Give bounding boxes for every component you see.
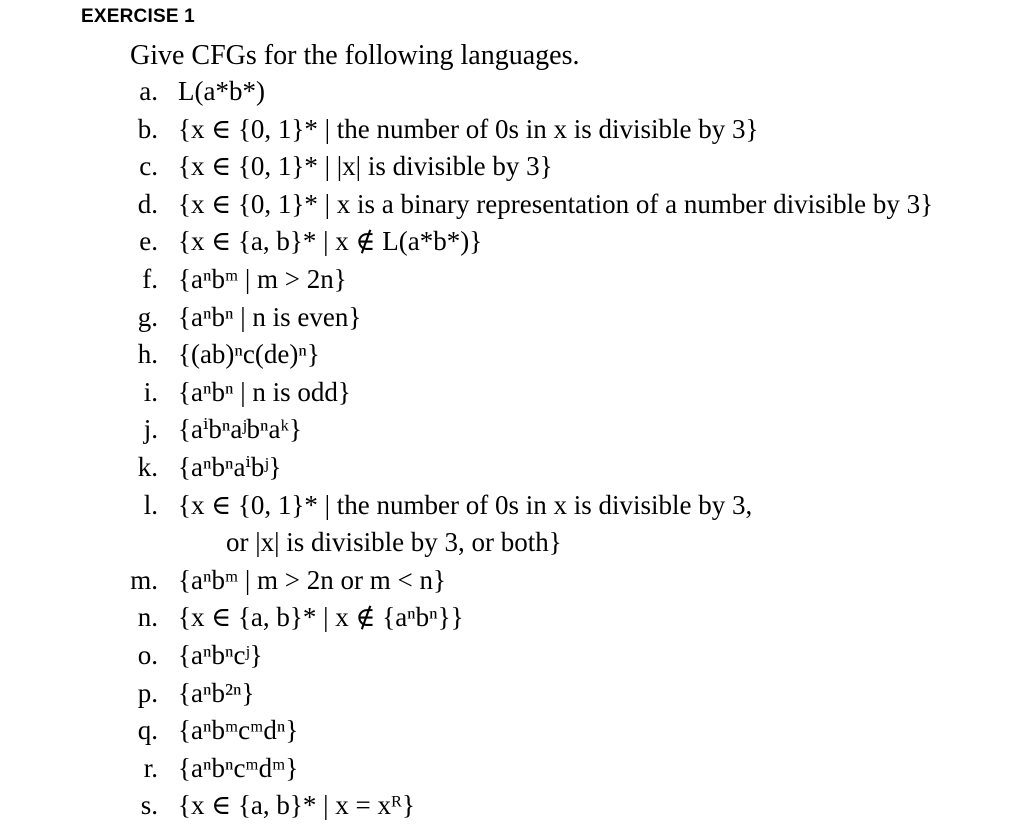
item-continuation-text: or |x| is divisible by 3, or both} [226, 527, 562, 558]
item-label: c. [139, 151, 158, 182]
item-label: g. [137, 301, 158, 332]
item-text: {aⁿbⁿcᵐdᵐ} [178, 752, 299, 783]
item-label: p. [137, 677, 158, 708]
item-text: {aⁿbᵐcᵐdⁿ} [178, 715, 299, 746]
item-label: i. [143, 376, 158, 407]
item-text: {aⁿbⁿ | n is even} [178, 301, 362, 332]
list-item [0, 74, 1024, 112]
list-item [0, 412, 1024, 450]
item-label: a. [139, 76, 158, 106]
list-item [0, 751, 1024, 789]
item-text: {aⁿbᵐ | m > 2n} [178, 263, 347, 294]
item-text: {x ∈ {a, b}* | x ∉ {aⁿbⁿ}} [178, 602, 464, 633]
item-label: d. [137, 188, 158, 219]
item-text: {x ∈ {0, 1}* | x is a binary representation of a number divisible by 3} [178, 188, 934, 219]
item-label: h. [137, 339, 158, 370]
item-text: {x ∈ {0, 1}* | the number of 0s in x is divisible by 3, [178, 489, 753, 520]
item-label: r. [143, 752, 158, 783]
item-text: {aⁿb²ⁿ} [178, 677, 255, 708]
item-text: {aⁿbⁿ | n is odd} [178, 376, 351, 407]
list-item-continuation [0, 525, 1024, 563]
item-text: {x ∈ {a, b}* | x = xᴿ} [178, 790, 416, 821]
list-item [0, 300, 1024, 338]
exercise-list [0, 74, 1024, 826]
item-text: {(ab)ⁿc(de)ⁿ} [178, 339, 320, 370]
list-item [0, 262, 1024, 300]
list-item [0, 563, 1024, 601]
item-label: s. [140, 790, 158, 821]
item-text: L(a*b*) [178, 76, 265, 106]
list-item [0, 488, 1024, 526]
item-label: l. [143, 489, 158, 520]
exercise-heading: EXERCISE 1 [81, 6, 195, 27]
item-text: {aⁱbⁿaʲbⁿaᵏ} [178, 414, 303, 445]
item-label: n. [137, 602, 158, 633]
list-item [0, 112, 1024, 150]
list-item [0, 450, 1024, 488]
item-text: {aⁿbⁿcʲ} [178, 639, 263, 670]
list-item [0, 676, 1024, 714]
item-text: {aⁿbⁿaⁱbʲ} [178, 451, 282, 482]
list-item [0, 600, 1024, 638]
item-label: j. [143, 414, 158, 445]
list-item [0, 149, 1024, 187]
list-item [0, 224, 1024, 262]
list-item [0, 375, 1024, 413]
item-text: {aⁿbᵐ | m > 2n or m < n} [178, 564, 446, 595]
item-text: {x ∈ {0, 1}* | the number of 0s in x is divisible by 3} [178, 113, 759, 144]
list-item [0, 788, 1024, 826]
item-text: {x ∈ {a, b}* | x ∉ L(a*b*)} [178, 226, 483, 257]
exercise-intro: Give CFGs for the following languages. [130, 40, 580, 71]
list-item [0, 187, 1024, 225]
item-label: f. [142, 263, 158, 294]
item-label: m. [130, 564, 158, 595]
item-text: {x ∈ {0, 1}* | |x| is divisible by 3} [178, 151, 553, 182]
list-item [0, 638, 1024, 676]
item-label: o. [137, 639, 158, 670]
item-label: b. [137, 113, 158, 144]
item-label: k. [137, 451, 158, 482]
item-label: q. [137, 715, 158, 746]
item-label: e. [139, 226, 158, 257]
list-item [0, 713, 1024, 751]
list-item [0, 337, 1024, 375]
